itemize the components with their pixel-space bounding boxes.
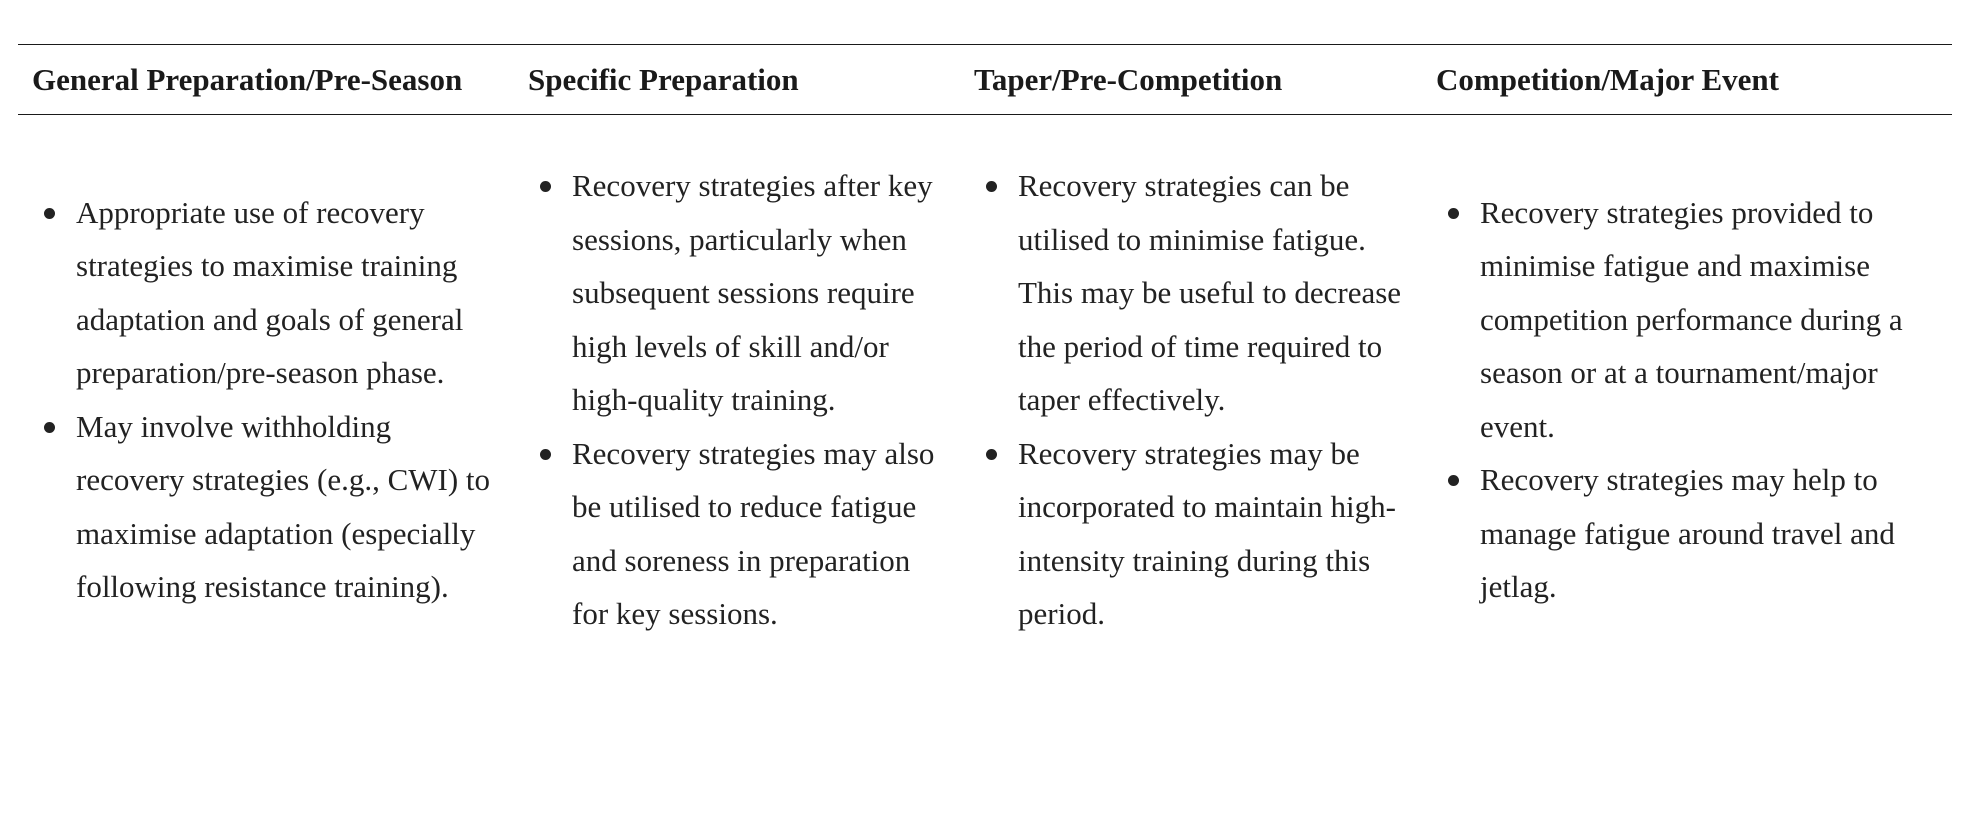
bullet-icon	[540, 181, 551, 192]
list-item-text: Recovery strategies can be utilised to minimise fatigue. This may be useful to decrease the period of time required to taper effectively.	[1018, 168, 1402, 417]
bullet-list	[32, 186, 500, 614]
list-item	[1480, 186, 1938, 454]
list-item	[572, 427, 946, 641]
cell-taper-pre-competition	[960, 115, 1422, 641]
list-item-text: Recovery strategies may help to manage fatigue around travel and jetlag.	[1480, 462, 1895, 605]
list-item	[76, 186, 500, 400]
bullet-icon	[1448, 475, 1459, 486]
header-general-preparation: General Preparation/Pre-Season	[32, 62, 463, 97]
bullet-icon	[986, 449, 997, 460]
list-item-text: May involve withholding recovery strategies (e.g., CWI) to maximise adaptation (especially following resistance training).	[76, 408, 491, 605]
bullet-icon	[540, 449, 551, 460]
bullet-icon	[44, 208, 55, 219]
bullet-icon	[986, 181, 997, 192]
list-item-text: Recovery strategies may be incorporated to maintain high-intensity training during this period.	[1018, 435, 1396, 631]
list-item-text: Recovery strategies after key sessions, particularly when subsequent sessions require high levels of skill and/or high-quality training.	[572, 168, 933, 417]
cell-general-preparation	[18, 115, 514, 641]
list-item-text: Recovery strategies may also be utilised to reduce fatigue and soreness in preparation for key sessions.	[572, 435, 935, 631]
table-row	[18, 115, 1952, 641]
list-item	[1018, 427, 1408, 641]
cell-competition-major-event	[1422, 115, 1952, 641]
table-header	[18, 45, 1952, 115]
bullet-list	[1436, 186, 1938, 614]
list-item	[1480, 453, 1938, 614]
recovery-strategies-table-container	[18, 44, 1952, 641]
header-taper-pre-competition: Taper/Pre-Competition	[974, 62, 1283, 97]
bullet-icon	[1448, 208, 1459, 219]
bullet-list	[974, 159, 1408, 641]
list-item-text: Recovery strategies provided to minimise fatigue and maximise competition performance during a season or at a tournament/major event.	[1480, 194, 1903, 444]
list-item	[1018, 159, 1408, 427]
bullet-list	[528, 159, 946, 641]
table-header-row	[18, 45, 1952, 115]
bullet-icon	[44, 422, 55, 433]
list-item	[572, 159, 946, 427]
header-competition-major-event: Competition/Major Event	[1436, 62, 1779, 97]
table-body	[18, 115, 1952, 641]
cell-specific-preparation	[514, 115, 960, 641]
header-specific-preparation: Specific Preparation	[528, 62, 799, 97]
list-item-text: Appropriate use of recovery strategies to maximise training adaptation and goals of general preparation/pre-season phase.	[76, 194, 464, 391]
list-item	[76, 400, 500, 614]
recovery-strategies-table	[18, 44, 1952, 641]
